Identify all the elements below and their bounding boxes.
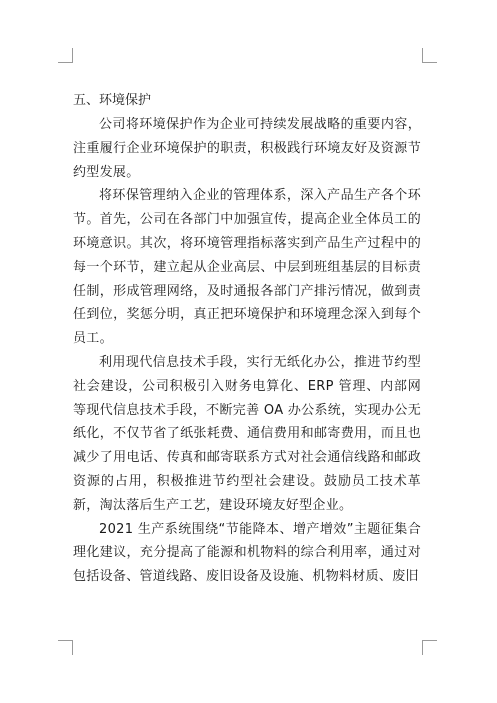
- margin-corner-mark-bottom-right: [422, 640, 437, 655]
- document-body: [73, 89, 421, 589]
- margin-corner-mark-top-right: [422, 48, 437, 63]
- paragraph-management: 将环保管理纳入企业的管理体系，深入产品生产各个环节。首先，公司在各部门中加强宣传，提高企业全体员工的环境意识。其次，将环境管理指标落实到产品生产过程中的每一个环节，建立起从企业高层、中层到班组基层的目标责任制，形成管理网络，及时通报各部门产排污情况，做到责任到位，奖惩分明，真正把环境保护和环境理念深入到每个员工。: [73, 188, 421, 347]
- section-heading: 五、环境保护: [73, 93, 152, 108]
- margin-corner-mark-bottom-left: [58, 640, 73, 655]
- margin-corner-mark-top-left: [58, 48, 73, 63]
- paragraph-paperless: 利用现代信息技术手段，实行无纸化办公，推进节约型社会建设，公司积极引入财务电算化、ERP 管理、内部网等现代信息技术手段，不断完善 OA 办公系统，实现办公无纸化，不仅节省了纸张耗费、通信费用和邮寄费用，而且也减少了用电话、传真和邮寄联系方式对社会通信线路和邮政资源的占用，积极推进节约型社会建设。鼓励员工技术革新，淘汰落后生产工艺，建设环境友好型企业。: [73, 354, 421, 513]
- paragraph-2021: 2021 生产系统围绕“节能降本、增产增效”主题征集合理化建议，充分提高了能源和机物料的综合利用率，通过对包括设备、管道线路、废旧设备及设施、机物料材质、废旧: [73, 521, 421, 585]
- paragraph-intro: 公司将环境保护作为企业可持续发展战略的重要内容，注重履行企业环境保护的职责，积极践行环境友好及资源节约型发展。: [73, 117, 421, 180]
